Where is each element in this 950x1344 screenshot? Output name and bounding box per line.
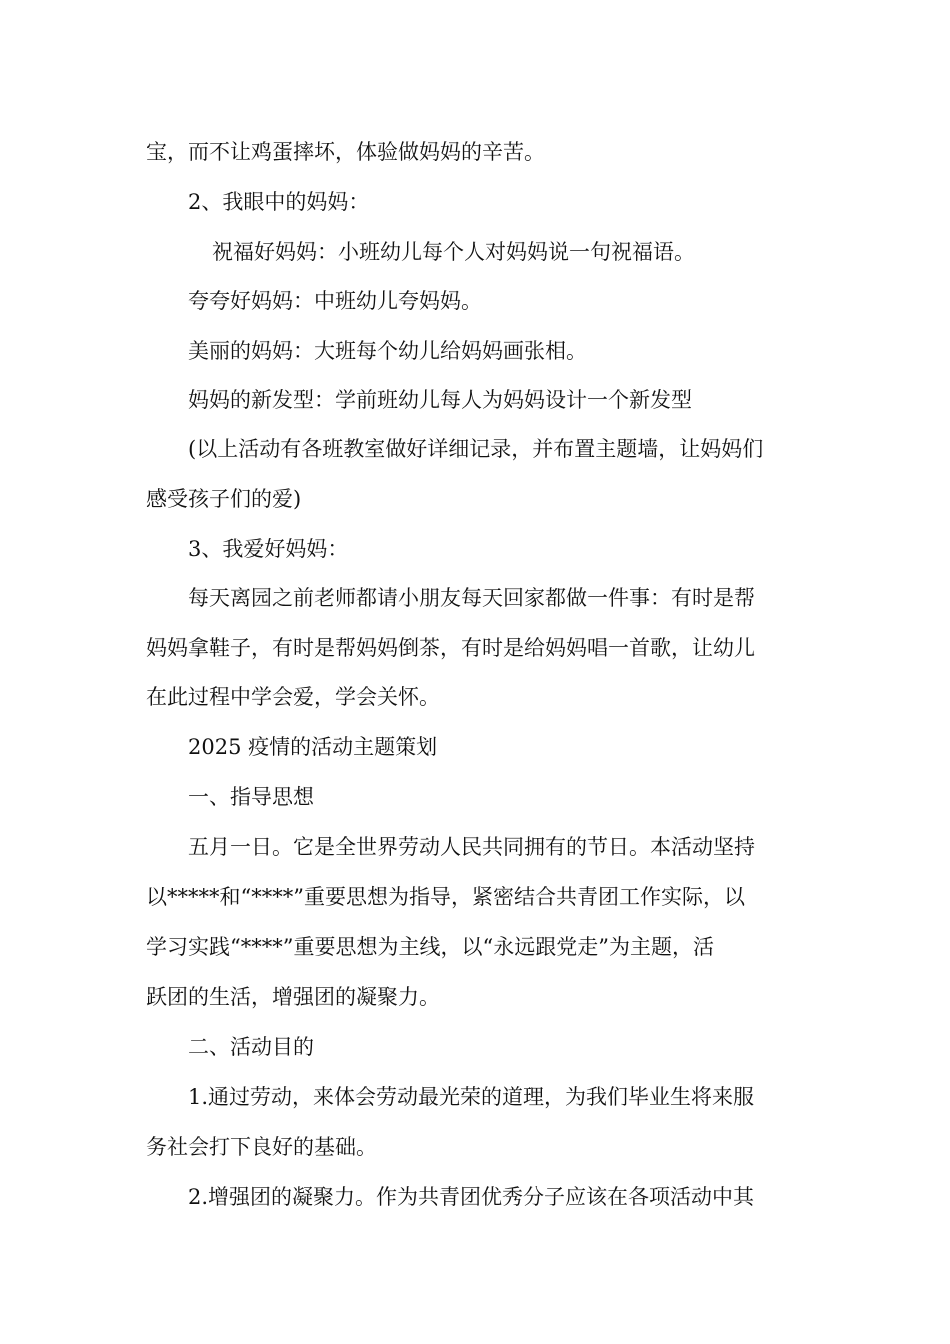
text-line-6: 妈妈的新发型：学前班幼儿每人为妈妈设计一个新发型 xyxy=(188,388,692,412)
text-line-13: 2025 疫情的活动主题策划 xyxy=(188,735,438,759)
text-line-17: 学习实践“****”重要思想为主线，以“永远跟党走”为主题，活 xyxy=(146,935,714,959)
text-line-16: 以*****和“****”重要思想为指导，紧密结合共青团工作实际，以 xyxy=(146,885,745,909)
text-line-2: 2、我眼中的妈妈： xyxy=(188,190,370,214)
text-line-21: 务社会打下良好的基础。 xyxy=(146,1135,377,1159)
text-line-7: (以上活动有各班教室做好详细记录，并布置主题墙，让妈妈们 xyxy=(188,437,764,461)
text-line-1: 宝，而不让鸡蛋摔坏，体验做妈妈的辛苦。 xyxy=(146,140,545,164)
text-line-14: 一、指导思想 xyxy=(188,785,314,809)
text-line-9: 3、我爱好妈妈： xyxy=(188,537,349,561)
text-line-11: 妈妈拿鞋子，有时是帮妈妈倒茶，有时是给妈妈唱一首歌，让幼儿 xyxy=(146,636,755,660)
text-line-4: 夸夸好妈妈：中班幼儿夸妈妈。 xyxy=(188,289,482,313)
text-line-3: 祝福好妈妈：小班幼儿每个人对妈妈说一句祝福语。 xyxy=(212,240,695,264)
text-line-19: 二、活动目的 xyxy=(188,1035,314,1059)
text-line-20: 1.通过劳动，来体会劳动最光荣的道理，为我们毕业生将来服 xyxy=(188,1085,755,1109)
text-line-8: 感受孩子们的爱) xyxy=(146,487,302,511)
text-line-22: 2.增强团的凝聚力。作为共青团优秀分子应该在各项活动中其 xyxy=(188,1185,755,1209)
text-line-5: 美丽的妈妈：大班每个幼儿给妈妈画张相。 xyxy=(188,339,587,363)
text-line-12: 在此过程中学会爱，学会关怀。 xyxy=(146,685,440,709)
text-line-10: 每天离园之前老师都请小朋友每天回家都做一件事：有时是帮 xyxy=(188,586,755,610)
text-line-18: 跃团的生活，增强团的凝聚力。 xyxy=(146,985,440,1009)
text-line-15: 五月一日。它是全世界劳动人民共同拥有的节日。本活动坚持 xyxy=(188,835,755,859)
